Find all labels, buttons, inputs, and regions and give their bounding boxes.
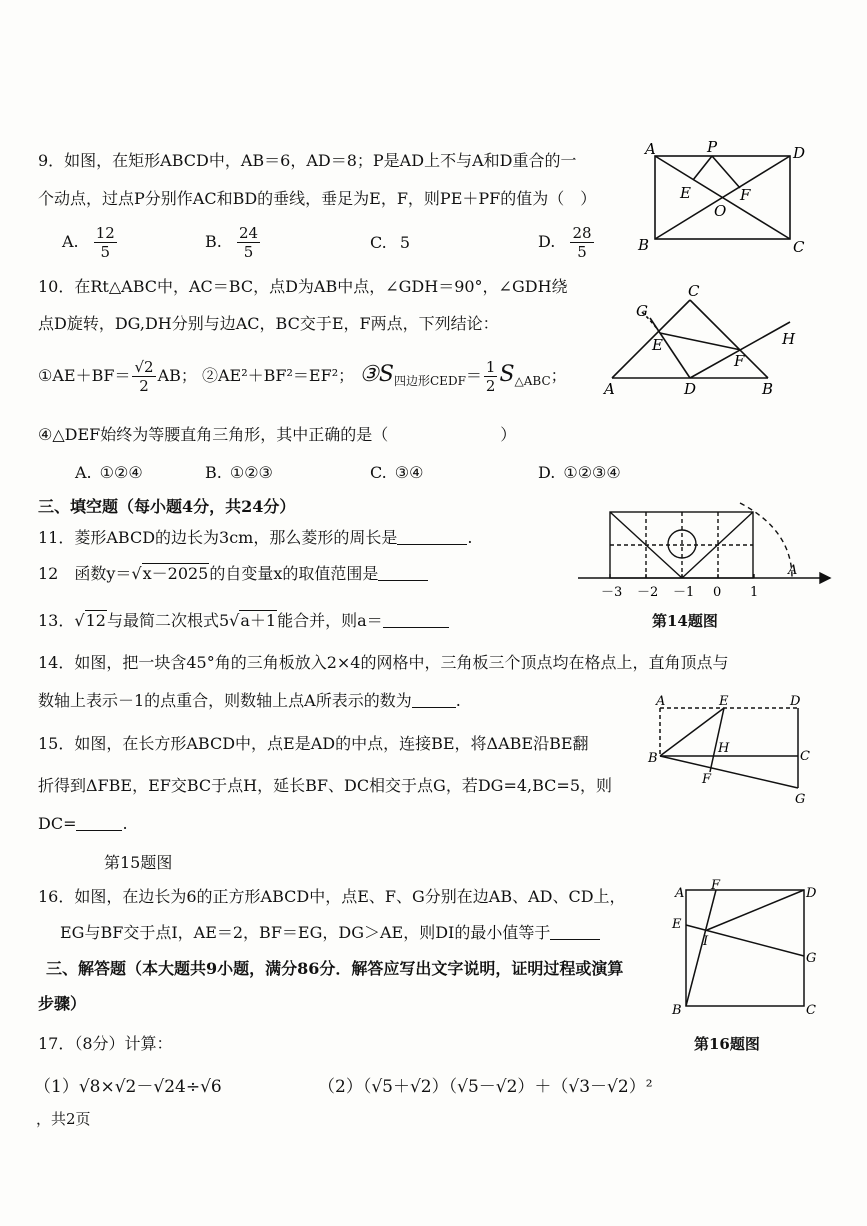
section4-heading: 三、解答题（本大题共9小题，满分86分．解答应写出文字说明，证明过程或演算 xyxy=(46,959,624,978)
q15-line3: DC= . xyxy=(38,814,128,833)
q16-label-a: A xyxy=(675,886,685,901)
q14-line1: 14．如图，把一块含45°角的三角板放入2×4的网格中，三角板三个顶点均在格点上，直角顶点与 xyxy=(38,653,729,672)
q16-label-e: E xyxy=(672,917,682,932)
q15-line2: 折得到ΔFBE，EF交BC于点H，延长BF、DC相交于点G，若DG=4,BC=5，则 xyxy=(38,776,613,795)
q11: 11．菱形ABCD的边长为3cm，那么菱形的周长是 . xyxy=(38,528,473,547)
q10-line4: ④△DEF始终为等腰直角三角形，其中正确的是（ ） xyxy=(38,425,517,444)
q9-option-d[interactable]: D. $\frac{28}{5}$ xyxy=(538,224,592,261)
section3-heading: 三、填空题（每小题4分，共24分） xyxy=(38,497,296,516)
q10-option-b[interactable]: B. ①②③ xyxy=(205,463,273,482)
q10-label-b: B xyxy=(762,380,774,398)
q15-label-g: G xyxy=(795,792,806,807)
q9-label-e: E xyxy=(680,184,691,202)
q15-label-d: D xyxy=(790,694,801,709)
q16-label-b: B xyxy=(672,1003,682,1018)
q10-conclusions: ①AE＋BF＝ $\frac{√2}{2}$ AB； ②AE²＋BF²＝EF²； $③S_{四边形CEDF}=$ $\frac{1}{2}$ $S_{\triangle ABC}$； xyxy=(38,358,567,395)
q9-label-f: F xyxy=(740,186,751,204)
q16-label-g: G xyxy=(806,951,817,966)
q9-option-c[interactable]: C. 5 xyxy=(370,233,411,252)
q15-label-h: H xyxy=(718,741,730,756)
q9-label-b: B xyxy=(638,236,650,254)
q10-option-a[interactable]: A. ①②④ xyxy=(75,463,143,482)
q10-option-c[interactable]: C. ③④ xyxy=(370,463,424,482)
q10-option-d[interactable]: D. ①②③④ xyxy=(538,463,621,482)
q9-label-d: D xyxy=(793,144,806,162)
q10-label-e: E xyxy=(652,336,663,354)
q10-line1: 10．在Rt△ABC中，AC＝BC，点D为AB中点，∠GDH＝90°，∠GDH绕 xyxy=(38,277,568,296)
q16-label-f: F xyxy=(711,878,721,893)
q10-label-a: A xyxy=(604,380,615,398)
q9-line1: 9．如图，在矩形ABCD中，AB＝6，AD＝8；P是AD上不与A和D重合的一 xyxy=(38,151,577,170)
q10-label-f: F xyxy=(734,352,745,370)
q9-label-o: O xyxy=(714,202,727,220)
q9-label-a: A xyxy=(645,140,656,158)
q15-label-c: C xyxy=(800,749,810,764)
section4-heading-cont: 步骤） xyxy=(38,994,87,1013)
q15-label-b: B xyxy=(648,751,658,766)
q15-caption: 第15题图 xyxy=(104,853,173,872)
q16-label-i: I xyxy=(703,934,709,949)
q15-line1: 15．如图，在长方形ABCD中，点E是AD的中点，连接BE，将ΔABE沿BE翻 xyxy=(38,734,589,753)
q14-caption: 第14题图 xyxy=(652,612,718,630)
q9-label-c: C xyxy=(793,238,805,256)
q12: 12 函数y＝√x－2025的自变量x的取值范围是 xyxy=(38,563,428,585)
q10-label-d: D xyxy=(684,380,697,398)
q13: 13．√12与最简二次根式5√a＋1能合并，则a＝ xyxy=(38,610,449,632)
q16-line1: 16．如图，在边长为6的正方形ABCD中，点E、F、G分别在边AB、AD、CD上， xyxy=(38,887,626,906)
q9-label-p: P xyxy=(707,138,718,156)
q17-part2: （2）（√5＋√2）（√5－√2）＋（√3－√2）² xyxy=(318,1077,653,1097)
q14-point-a: A xyxy=(788,563,798,578)
q15-label-a: A xyxy=(656,694,666,709)
page-footer: ，共2页 xyxy=(36,1110,91,1128)
q15-label-f: F xyxy=(702,772,712,787)
q16-label-c: C xyxy=(806,1003,816,1018)
q14-tick-0: 0 xyxy=(713,585,722,600)
q16-label-d: D xyxy=(806,886,817,901)
q9-line2: 个动点，过点P分别作AC和BD的垂线，垂足为E，F，则PE＋PF的值为（ ） xyxy=(38,189,597,208)
q16-line2: EG与BF交于点I，AE＝2，BF＝EG，DG＞AE，则DI的最小值等于 xyxy=(60,922,600,944)
q15-label-e: E xyxy=(719,694,729,709)
q10-label-h: H xyxy=(782,330,796,348)
q9-option-a[interactable]: A. $\frac{12}{5}$ xyxy=(62,224,115,261)
q14-tick-neg1: －1 xyxy=(673,585,695,600)
q17-part1: （1）√8×√2－√24÷√6 xyxy=(34,1077,222,1097)
q14-tick-neg3: －3 xyxy=(601,585,623,600)
q10-line2: 点D旋转，DG,DH分别与边AC，BC交于E，F两点，下列结论： xyxy=(38,314,499,333)
q14-tick-neg2: －2 xyxy=(637,585,659,600)
q14-tick-1: 1 xyxy=(750,585,759,600)
q17-title: 17．（8分）计算： xyxy=(38,1034,173,1053)
q14-line2: 数轴上表示－1的点重合，则数轴上点A所表示的数为 . xyxy=(38,691,461,710)
q9-option-b[interactable]: B. $\frac{24}{5}$ xyxy=(205,224,259,261)
q16-caption: 第16题图 xyxy=(694,1035,760,1053)
q10-label-g: G xyxy=(636,302,648,320)
q10-label-c: C xyxy=(688,282,700,300)
